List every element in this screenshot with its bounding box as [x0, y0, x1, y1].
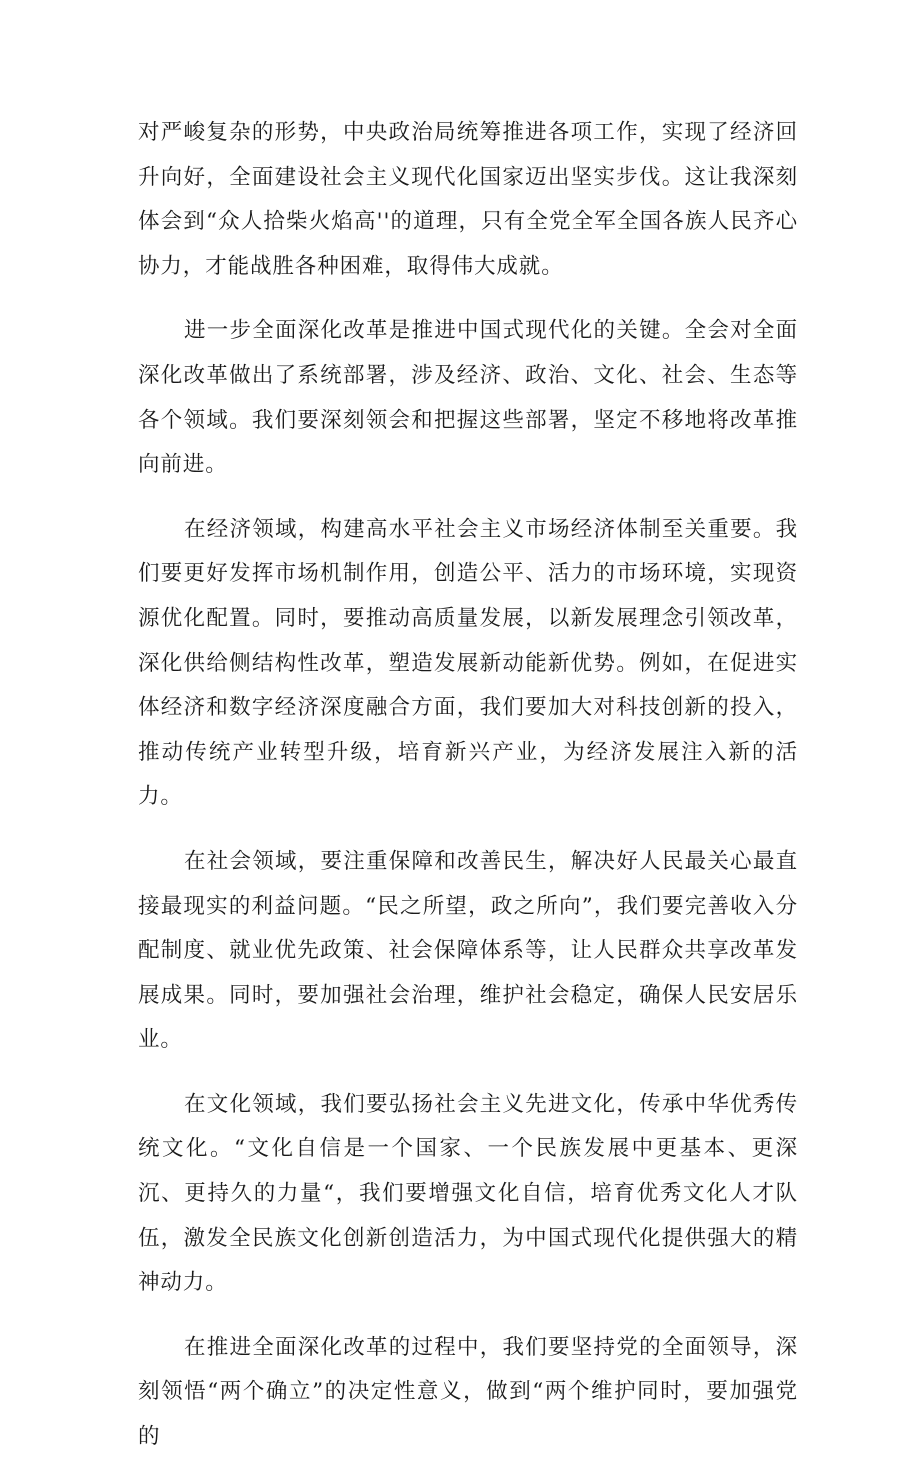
paragraph-party-leadership: 在推进全面深化改革的过程中，我们要坚持党的全面领导，深刻领悟“两个确立”的决定性意义，做到“两个维护同时，要加强党的: [138, 1334, 798, 1450]
paragraph-reform-key: 进一步全面深化改革是推进中国式现代化的关键。全会对全面深化改革做出了系统部署，涉及经济、政治、文化、社会、生态等各个领域。我们要深刻领会和把握这些部署，坚定不移地将改革推向前进。: [138, 318, 798, 478]
paragraph-culture: 在文化领域，我们要弘扬社会主义先进文化，传承中华优秀传统文化。“文化自信是一个国家、一个民族发展中更基本、更深沉、更持久的力量“，我们要增强文化自信，培育优秀文化人才队伍，激发全民族文化创新创造活力，为中国式现代化提供强大的精神动力。: [138, 1091, 798, 1296]
document-body: [138, 111, 798, 1480]
paragraph-economy: 在经济领域，构建高水平社会主义市场经济体制至关重要。我们要更好发挥市场机制作用，创造公平、活力的市场环境，实现资源优化配置。同时，要推动高质量发展，以新发展理念引领改革，深化供给侧结构性改革，塑造发展新动能新优势。例如，在促进实体经济和数字经济深度融合方面，我们要加大对科技创新的投入，推动传统产业转型升级，培育新兴产业，为经济发展注入新的活力。: [138, 516, 798, 810]
paragraph-continuation: 对严峻复杂的形势，中央政治局统筹推进各项工作，实现了经济回升向好，全面建设社会主义现代化国家迈出坚实步伐。这让我深刻体会到“众人拾柴火焰高''的道理，只有全党全军全国各族人民齐心协力，才能战胜各种困难，取得伟大成就。: [138, 120, 798, 279]
paragraph-society: 在社会领域，要注重保障和改善民生，解决好人民最关心最直接最现实的利益问题。“民之所望，政之所向”，我们要完善收入分配制度、就业优先政策、社会保障体系等，让人民群众共享改革发展成果。同时，要加强社会治理，维护社会稳定，确保人民安居乐业。: [138, 848, 798, 1053]
